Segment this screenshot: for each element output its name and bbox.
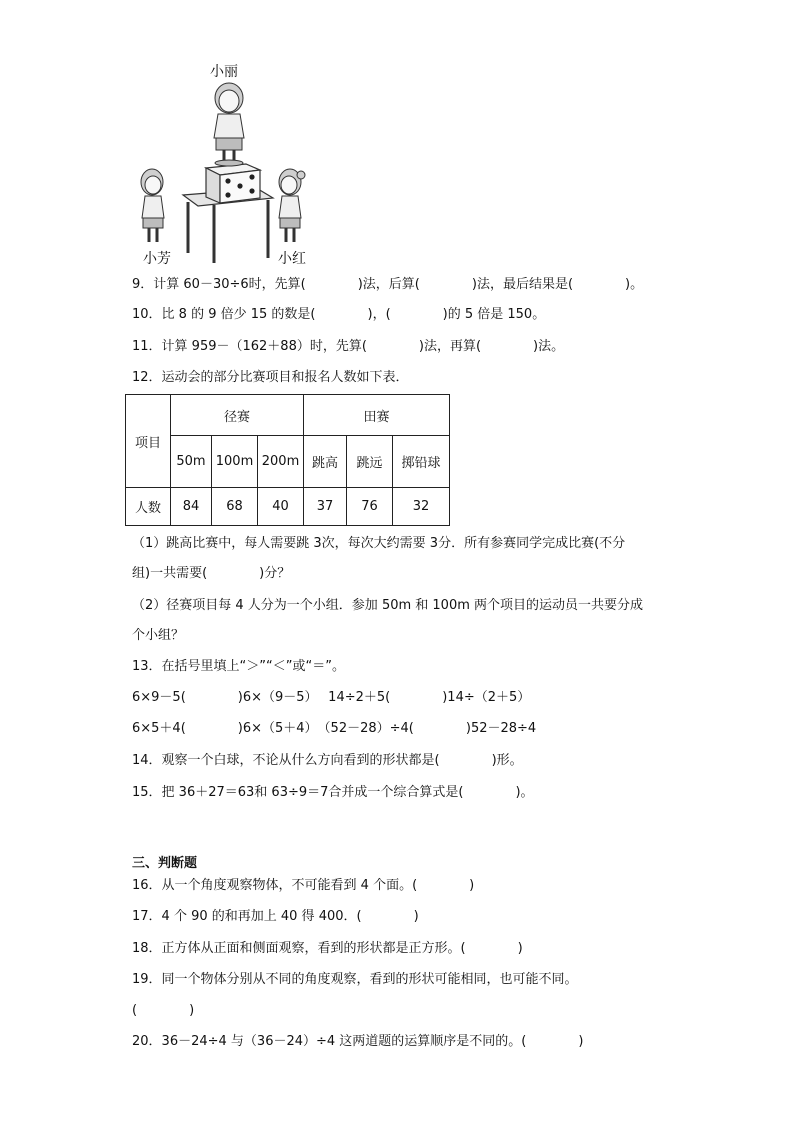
table-group-field: 田赛 — [304, 395, 450, 436]
question-19: 19．同一个物体分别从不同的角度观察，看到的形状可能相同，也可能不同。 — [132, 972, 578, 987]
question-13-row1: 6×9－5( )6×（9－5） 14÷2＋5( )14÷（2＋5） — [132, 690, 531, 705]
question-14: 14．观察一个白球，不论从什么方向看到的形状都是( )形。 — [132, 753, 523, 768]
table-count-label: 人数 — [126, 488, 171, 526]
table-event-cell: 掷铅球 — [393, 436, 450, 488]
section-title-judgment: 三、判断题 — [132, 856, 198, 871]
events-table — [125, 394, 450, 526]
table-count-cell: 32 — [393, 488, 450, 526]
question-18: 18．正方体从正面和侧面观察，看到的形状都是正方形。( ) — [132, 941, 523, 956]
question-12: 12．运动会的部分比赛项目和报名人数如下表． — [132, 370, 409, 385]
table-row-header: 项目 — [126, 395, 171, 488]
question-17: 17．4 个 90 的和再加上 40 得 400．( ) — [132, 909, 419, 924]
question-12-1-line2: 组)一共需要( )分？ — [132, 566, 291, 581]
label-xiaoli: 小丽 — [210, 64, 238, 80]
question-12-2-line1: （2）径赛项目每 4 人分为一个小组．参加 50m 和 100m 两个项目的运动员一共要分成 — [132, 598, 644, 613]
table-count-cell: 40 — [258, 488, 304, 526]
question-12-2-line2: 个小组？ — [132, 628, 185, 643]
table-group-track: 径赛 — [171, 395, 304, 436]
question-19-answer: ( ) — [132, 1003, 195, 1018]
question-13-row2: 6×5＋4( )6×（5＋4） （52－28）÷4( )52－28÷4 — [132, 721, 537, 736]
question-13: 13．在括号里填上“＞”“＜”或“＝”。 — [132, 659, 345, 674]
table-event-cell: 100m — [212, 436, 258, 488]
question-20: 20．36－24÷4 与（36－24）÷4 这两道题的运算顺序是不同的。( ) — [132, 1034, 584, 1049]
question-11: 11．计算 959－（162＋88）时，先算( )法，再算( )法。 — [132, 339, 565, 354]
label-xiaohong: 小红 — [278, 251, 306, 267]
table-count-cell: 84 — [171, 488, 212, 526]
question-12-1-line1: （1）跳高比赛中，每人需要跳 3次，每次大约需要 3分．所有参赛同学完成比赛(不分 — [132, 536, 626, 551]
table-count-cell: 37 — [304, 488, 347, 526]
question-10: 10．比 8 的 9 倍少 15 的数是( )，( )的 5 倍是 150。 — [132, 307, 546, 322]
table-count-cell: 76 — [347, 488, 393, 526]
table-event-cell: 200m — [258, 436, 304, 488]
table-count-cell: 68 — [212, 488, 258, 526]
question-15: 15．把 36＋27＝63和 63÷9＝7合并成一个综合算式是( )。 — [132, 785, 534, 800]
table-event-cell: 50m — [171, 436, 212, 488]
observation-illustration — [128, 58, 328, 273]
children-observing-dice-illustration — [128, 58, 328, 273]
question-16: 16．从一个角度观察物体，不可能看到 4 个面。( ) — [132, 878, 475, 893]
label-xiaofang: 小芳 — [143, 251, 171, 267]
table-event-cell: 跳远 — [347, 436, 393, 488]
question-9: 9．计算 60－30÷6时，先算( )法，后算( )法，最后结果是( )。 — [132, 277, 644, 292]
table-event-cell: 跳高 — [304, 436, 347, 488]
